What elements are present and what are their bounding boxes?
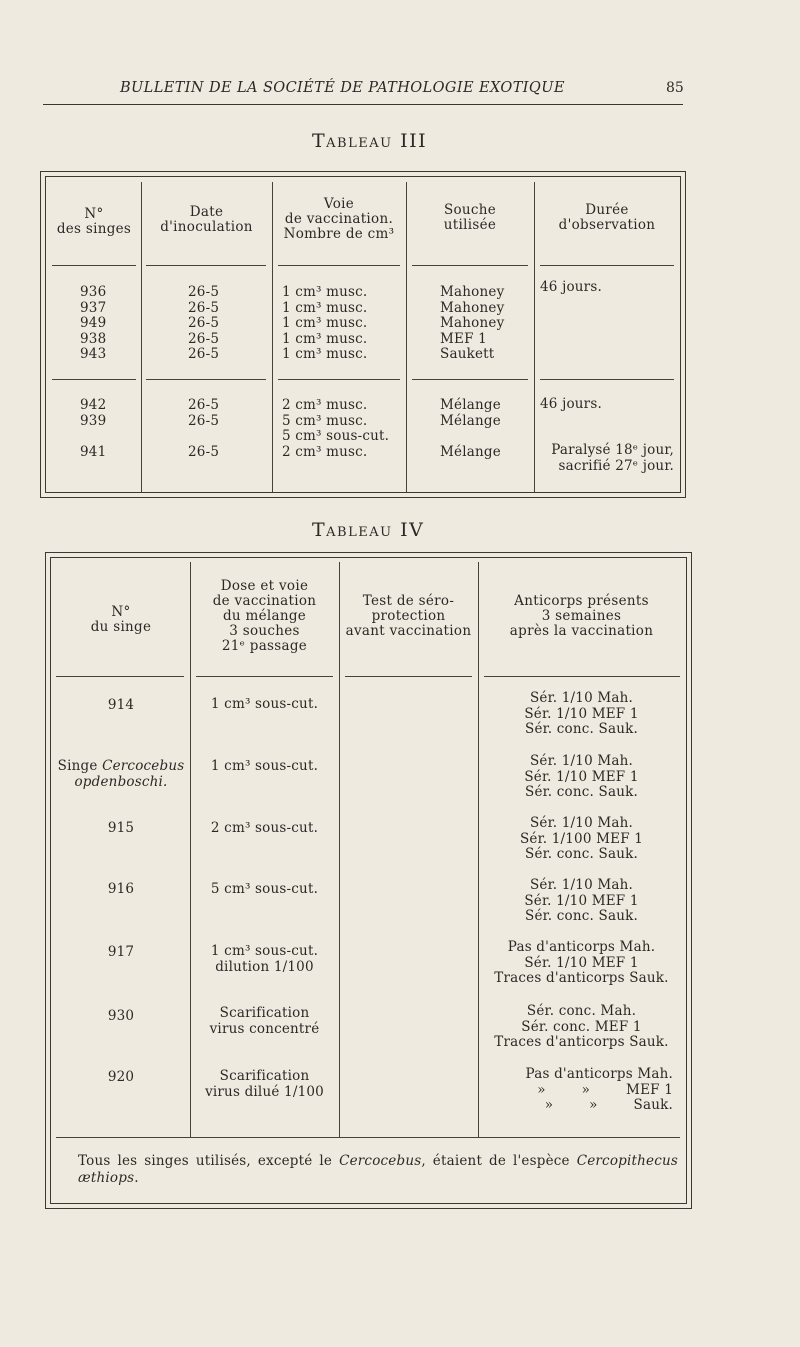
table-3-header-singes: N° des singes — [56, 206, 132, 237]
table-3-group-rule — [52, 379, 136, 380]
table-3-header-voie: Voie de vaccination. Nombre de cm³ — [283, 196, 395, 242]
table-4-header-rule — [484, 676, 680, 677]
table-4-title: Tableau IV — [312, 519, 425, 541]
table-3-group-rule — [278, 379, 400, 380]
table-row-singe: 915 — [107, 820, 135, 836]
table-3-title: Tableau III — [312, 130, 428, 152]
table-3-duree-group-2: 46 jours. — [540, 396, 602, 412]
table-row-singe: 920 — [107, 1069, 135, 1085]
table-row-dose: 5 cm³ sous-cut. — [210, 881, 319, 897]
table-row-dose: 2 cm³ sous-cut. — [210, 820, 319, 836]
table-4-header-rule — [345, 676, 472, 677]
table-row-anticorps: Pas d'anticorps Mah. Sér. 1/10 MEF 1 Traces d'anticorps Sauk. — [494, 939, 669, 986]
table-row-anticorps: Sér. conc. Mah. Sér. conc. MEF 1 Traces d'anticorps Sauk. — [494, 1003, 669, 1050]
table-3-dates-group-2: 26-5 26-5 26-5 — [188, 397, 220, 460]
table-row-dose: 1 cm³ sous-cut. dilution 1/100 — [210, 943, 319, 975]
table-row-dose: 1 cm³ sous-cut. — [210, 696, 319, 712]
table-row-singe: 930 — [107, 1008, 135, 1024]
table-3-voies-group-2: 2 cm³ musc. 5 cm³ musc. 5 cm³ sous-cut. 2 cm³ musc. — [282, 397, 390, 460]
table-4-col-divider — [339, 562, 340, 1137]
table-3-header-rule — [146, 265, 266, 266]
table-3-dates-group-1: 26-5 26-5 26-5 26-5 26-5 — [188, 284, 220, 362]
table-row-anticorps: Sér. 1/10 Mah. Sér. 1/10 MEF 1 Sér. conc. Sauk. — [524, 690, 639, 737]
table-3-group-rule — [412, 379, 528, 380]
header-rule — [43, 104, 683, 105]
table-row-anticorps: Pas d'anticorps Mah. » » MEF 1 » » Sauk. — [525, 1066, 673, 1113]
table-3-souches-group-1: Mahoney Mahoney Mahoney MEF 1 Saukett — [440, 284, 505, 362]
table-3-singes-group-2: 942 939 941 — [80, 397, 107, 460]
table-4-header-anticorps: Anticorps présents 3 semaines après la vaccination — [509, 593, 654, 639]
table-3-voies-group-1: 1 cm³ musc. 1 cm³ musc. 1 cm³ musc. 1 cm³ musc. 1 cm³ musc. — [282, 284, 368, 362]
table-3-souches-group-2: Mélange Mélange Mélange — [440, 397, 501, 460]
table-4-header-test: Test de séro- protection avant vaccination — [345, 593, 472, 639]
table-row-dose: 1 cm³ sous-cut. — [210, 758, 319, 774]
table-4-header-rule — [196, 676, 333, 677]
table-row-singe: 914 — [107, 697, 135, 713]
table-3-group-rule — [540, 379, 674, 380]
table-3-header-rule — [278, 265, 400, 266]
table-4-note-rule — [56, 1137, 680, 1138]
running-head: BULLETIN DE LA SOCIÉTÉ DE PATHOLOGIE EXOTIQUE — [120, 80, 565, 96]
table-4-header-rule — [56, 676, 184, 677]
table-row-singe: Singe Cercocebus opdenboschi. — [57, 758, 185, 790]
table-4-header-dose: Dose et voie de vaccination du mélange 3 souches 21ᵉ passage — [212, 578, 317, 654]
table-row-dose: Scarification virus concentré — [209, 1005, 320, 1037]
table-row-singe: 917 — [107, 944, 135, 960]
table-3-header-rule — [52, 265, 136, 266]
table-row-dose: Scarification virus dilué 1/100 — [205, 1068, 324, 1100]
table-row-singe: 916 — [107, 881, 135, 897]
table-3-group-rule — [146, 379, 266, 380]
table-row-anticorps: Sér. 1/10 Mah. Sér. 1/10 MEF 1 Sér. conc. Sauk. — [524, 877, 639, 924]
table-3-singes-group-1: 936 937 949 938 943 — [80, 284, 107, 362]
table-3-header-souche: Souche utilisée — [443, 202, 497, 233]
table-4-header-singe: N° du singe — [90, 604, 152, 635]
page-number: 85 — [666, 80, 684, 96]
table-3-header-date: Date d'inoculation — [160, 204, 253, 235]
table-row-anticorps: Sér. 1/10 Mah. Sér. 1/100 MEF 1 Sér. conc. Sauk. — [519, 815, 644, 862]
table-4-footnote: Tous les singes utilisés, excepté le Cercocebus, étaient de l'espèce Cercopithecus æthiops. — [78, 1153, 678, 1186]
table-3-header-rule — [540, 265, 674, 266]
table-3-duree-941: Paralysé 18ᵉ jour, sacrifié 27ᵉ jour. — [551, 442, 674, 474]
table-3-header-rule — [412, 265, 528, 266]
table-row-anticorps: Sér. 1/10 Mah. Sér. 1/10 MEF 1 Sér. conc. Sauk. — [524, 753, 639, 800]
table-3-duree-group-1: 46 jours. — [540, 279, 602, 295]
table-3-header-duree: Durée d'observation — [558, 202, 656, 233]
